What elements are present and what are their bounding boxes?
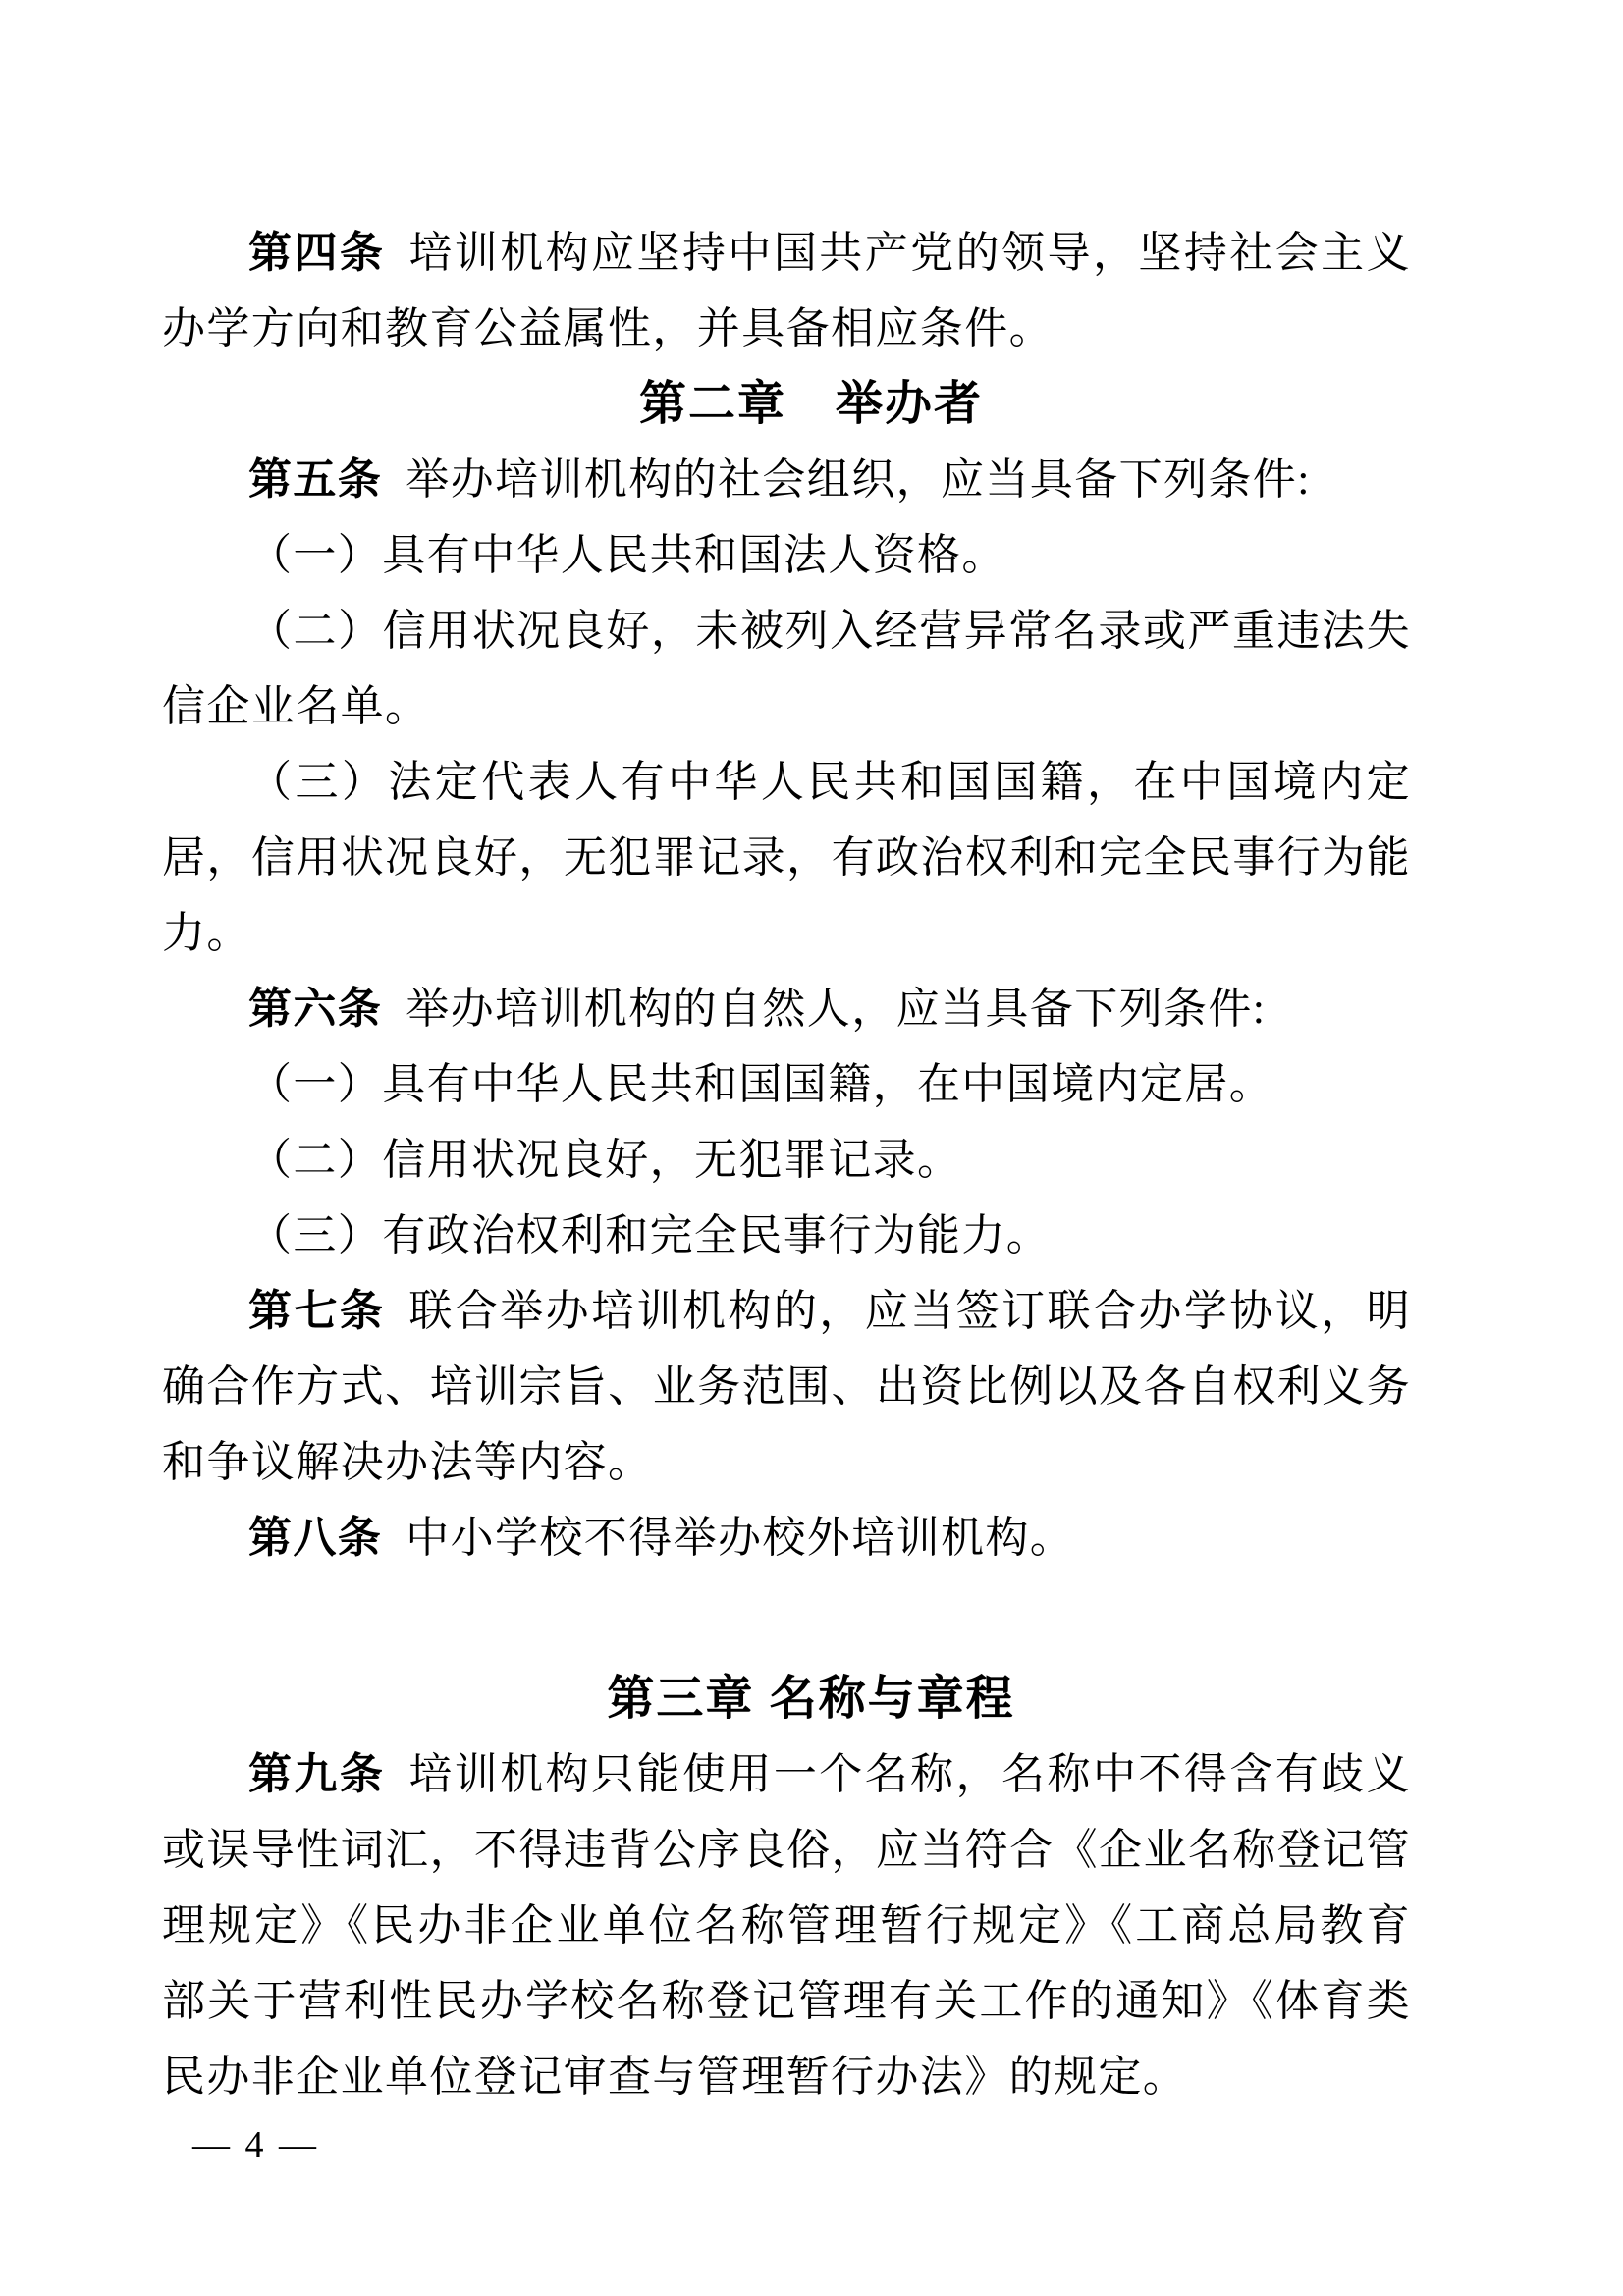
article-paragraph-8 bbox=[162, 1500, 1411, 1575]
article-paragraph-4 bbox=[162, 215, 1411, 366]
article-text-5: 举办培训机构的社会组织，应当具备下列条件: bbox=[406, 455, 1311, 504]
list-item-5-2: （二）信用状况良好，未被列入经营异常名录或严重违法失信企业名单。 bbox=[162, 607, 1411, 730]
list-item-6-3: （三）有政治权利和完全民事行为能力。 bbox=[248, 1211, 1052, 1259]
article-number-7: 第七条 bbox=[248, 1287, 386, 1335]
article-number-8: 第八条 bbox=[248, 1514, 383, 1562]
article-text-6: 举办培训机构的自然人，应当具备下列条件: bbox=[406, 985, 1267, 1033]
page-number: — 4 — bbox=[192, 2124, 319, 2165]
chapter-heading-3: 第三章 名称与章程 bbox=[607, 1673, 1015, 1725]
article-number-5: 第五条 bbox=[248, 455, 383, 504]
article-paragraph-6 bbox=[162, 971, 1411, 1046]
list-item-5-3: （三）法定代表人有中华人民共和国国籍，在中国境内定居，信用状况良好，无犯罪记录，有政治权利和完全民事行为能力。 bbox=[162, 758, 1411, 957]
article-number-6: 第六条 bbox=[248, 985, 383, 1033]
article-paragraph-9 bbox=[162, 1736, 1411, 2114]
article-text-8: 中小学校不得举办校外培训机构。 bbox=[406, 1514, 1075, 1562]
article-number-4: 第四条 bbox=[248, 229, 386, 277]
article-text-9: 培训机构只能使用一个名称，名称中不得含有歧义或误导性词汇，不得违背公序良俗，应当符合《企业名称登记管理规定》《民办非企业单位名称管理暂行规定》《工商总局教育部关于营利性民办学校名称登记管理有关工作的通知》《体育类民办非企业单位登记审查与管理暂行办法》的规定。 bbox=[162, 1750, 1411, 2101]
article-paragraph-5 bbox=[162, 442, 1411, 517]
document-body bbox=[162, 215, 1411, 2114]
article-number-9: 第九条 bbox=[248, 1750, 386, 1798]
list-item-6-2: （二）信用状况良好，无犯罪记录。 bbox=[248, 1136, 962, 1184]
article-paragraph-7 bbox=[162, 1273, 1411, 1500]
list-item-5-1: （一）具有中华人民共和国法人资格。 bbox=[248, 531, 1006, 579]
chapter-heading-2: 第二章 举办者 bbox=[638, 378, 983, 430]
article-text-4: 培训机构应坚持中国共产党的领导，坚持社会主义办学方向和教育公益属性，并具备相应条件。 bbox=[162, 229, 1411, 352]
article-text-7: 联合举办培训机构的，应当签订联合办学协议，明确合作方式、培训宗旨、业务范围、出资比例以及各自权利义务和争议解决办法等内容。 bbox=[162, 1287, 1411, 1486]
list-item-6-1: （一）具有中华人民共和国国籍，在中国境内定居。 bbox=[248, 1060, 1274, 1108]
